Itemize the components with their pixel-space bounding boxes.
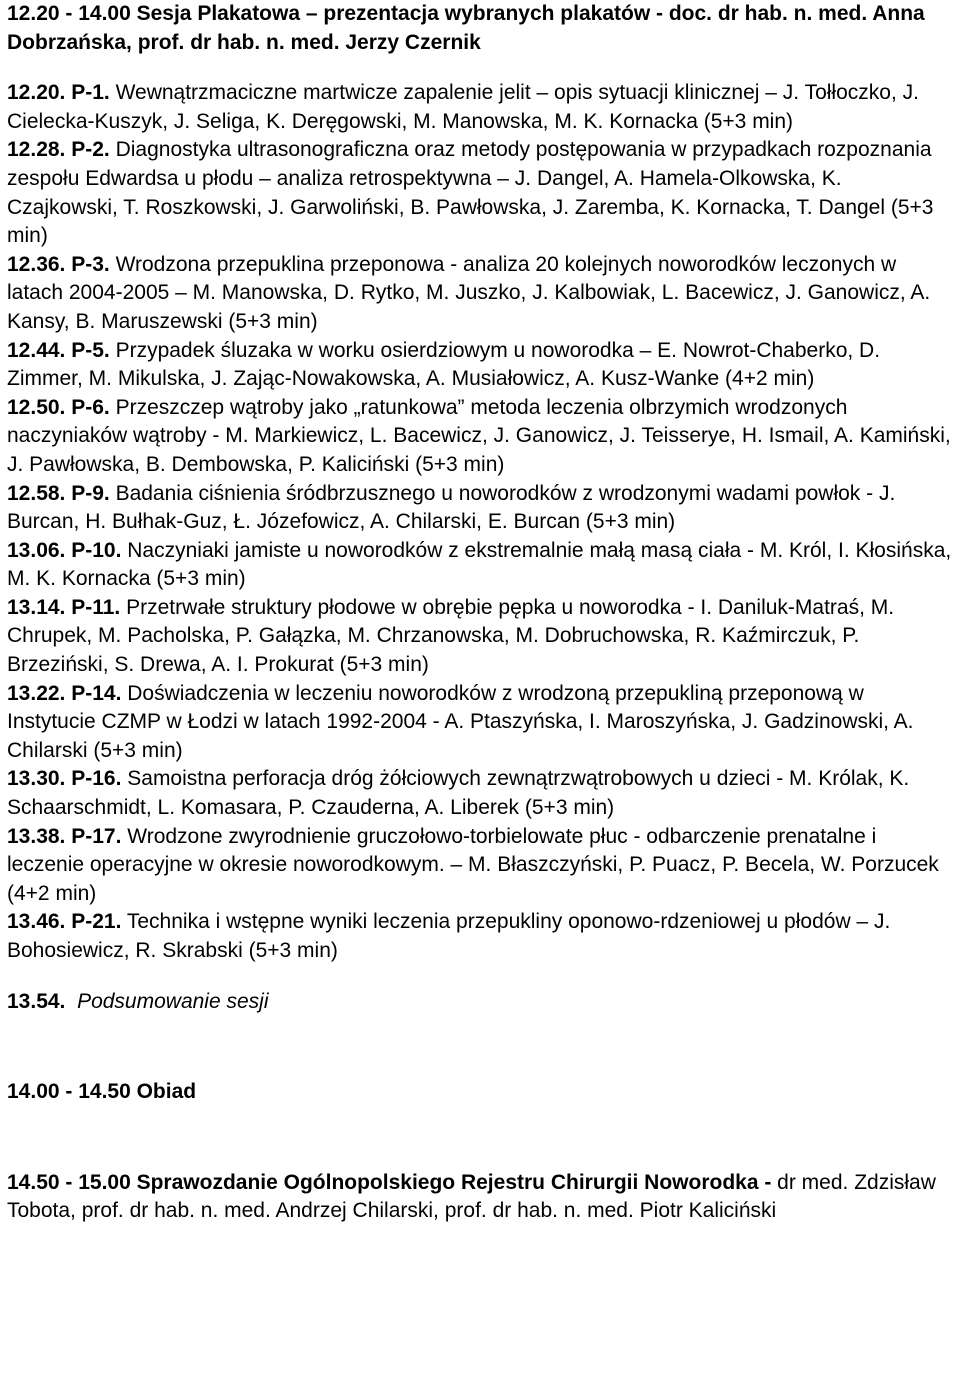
presentation-text: Wrodzone zwyrodnienie gruczołowo-torbielowate płuc - odbarczenie prenatalne i leczenie operacyjne w okresie noworodkowym. – M. Błaszczyński, P. Puacz, P. Becela, W. Porzucek (4+2 min) <box>7 824 939 905</box>
session-header: 12.20 - 14.00 Sesja Plakatowa – prezentacja wybranych plakatów - doc. dr hab. n. med. Anna Dobrzańska, prof. dr hab. n. med. Jerzy Czernik <box>7 2 925 54</box>
presentation-code: 13.38. P-17. <box>7 824 122 848</box>
report-heading: 14.50 - 15.00 Sprawozdanie Ogólnopolskiego Rejestru Chirurgii Noworodka - <box>7 1170 772 1194</box>
presentation-code: 12.50. P-6. <box>7 395 110 419</box>
presentation-text: Samoistna perforacja dróg żółciowych zewnątrzwątrobowych u dzieci - M. Królak, K. Schaarschmidt, L. Komasara, P. Czauderna, A. Liberek (5+3 min) <box>7 767 910 820</box>
presentation-code: 12.44. P-5. <box>7 338 110 362</box>
presentation-text: Doświadczenia w leczeniu noworodków z wrodzoną przepukliną przeponową w Instytucie CZMP w Łodzi w latach 1992-2004 - A. Ptaszyńska, I. Maroszyńska, J. Gadzinowski, A. Chilarski (5+3 min) <box>7 681 914 762</box>
spacer <box>7 1016 953 1078</box>
presentation-text: Przypadek śluzaka w worku osierdziowym u noworodka – E. Nowrot-Chaberko, D. Zimmer, M. Mikulska, J. Zając-Nowakowska, A. Musiałowicz, A. Kusz-Wanke (4+2 min) <box>7 338 881 391</box>
lunch-break: 14.00 - 14.50 Obiad <box>7 1080 197 1104</box>
presentation-text: Przeszczep wątroby jako „ratunkowa” metoda leczenia olbrzymich wrodzonych naczyniaków wątroby - M. Markiewicz, L. Bacewicz, J. Ganowicz, J. Teisserye, H. Ismail, A. Kamiński, J. Pawłowska, B. Dembowska, P. Kaliciński (5+3 min) <box>7 395 951 476</box>
presentation-text: Wrodzona przepuklina przeponowa - analiza 20 kolejnych noworodków leczonych w latach 2004-2005 – M. Manowska, D. Rytko, M. Juszko, J. Kalbowiak, L. Bacewicz, J. Ganowicz, A. Kansy, B. Maruszewski (5+3 min) <box>7 252 931 333</box>
spacer <box>7 57 953 79</box>
session-closing <box>7 988 953 1017</box>
presentation-code: 12.36. P-3. <box>7 252 110 276</box>
presentation-item <box>7 136 953 250</box>
closing-time: 13.54. <box>7 989 66 1013</box>
registry-report <box>7 1169 953 1226</box>
presentation-item <box>7 680 953 766</box>
presentation-text: Przetrwałe struktury płodowe w obrębie pępka u noworodka - I. Daniluk-Matraś, M. Chrupek, M. Pacholska, P. Gałązka, M. Chrzanowska, M. Dobruchowska, R. Kaźmirczuk, P. Brzeziński, S. Drewa, A. I. Prokurat (5+3 min) <box>7 595 895 677</box>
presentation-item <box>7 594 953 680</box>
report-speakers: dr med. Zdzisław Tobota, prof. dr hab. n. med. Andrzej Chilarski, prof. dr hab. n. med. Piotr Kaliciński <box>7 1170 936 1223</box>
presentation-text: Badania ciśnienia śródbrzusznego u noworodków z wrodzonymi wadami powłok - J. Burcan, H. Bułhak-Guz, Ł. Józefowicz, A. Chilarski, E. Burcan (5+3 min) <box>7 481 896 534</box>
presentation-item <box>7 394 953 480</box>
presentation-text: Wewnątrzmaciczne martwicze zapalenie jelit – opis sytuacji klinicznej – J. Tołłoczko, J. Cielecka-Kuszyk, J. Seliga, K. Deręgowski, M. Manowska, M. K. Kornacka (5+3 min) <box>7 81 919 133</box>
presentation-code: 13.22. P-14. <box>7 681 122 705</box>
presentation-item <box>7 908 953 965</box>
presentation-code: 13.14. P-11. <box>7 595 121 619</box>
presentation-code: 13.06. P-10. <box>7 538 122 562</box>
presentation-item <box>7 337 953 394</box>
presentation-code: 12.20. P-1. <box>7 81 110 105</box>
presentation-text: Naczyniaki jamiste u noworodków z ekstremalnie małą masą ciała - M. Król, I. Kłosińska, M. K. Kornacka (5+3 min) <box>7 538 952 591</box>
presentation-code: 12.28. P-2. <box>7 138 110 162</box>
presentation-item <box>7 537 953 594</box>
closing-label: Podsumowanie sesji <box>77 989 269 1013</box>
spacer <box>7 966 953 988</box>
presentation-item <box>7 765 953 822</box>
presentation-code: 13.30. P-16. <box>7 767 122 791</box>
presentation-code: 13.46. P-21. <box>7 910 122 934</box>
program-page <box>7 0 953 1226</box>
presentation-text: Technika i wstępne wyniki leczenia przepukliny oponowo-rdzeniowej u płodów – J. Bohosiewicz, R. Skrabski (5+3 min) <box>7 910 891 962</box>
presentation-item <box>7 251 953 337</box>
presentation-code: 12.58. P-9. <box>7 481 110 505</box>
presentation-item <box>7 79 953 136</box>
spacer <box>7 1107 953 1169</box>
presentation-item <box>7 823 953 909</box>
presentation-item <box>7 480 953 537</box>
presentation-text: Diagnostyka ultrasonograficzna oraz metody postępowania w przypadkach rozpoznania zespołu Edwardsa u płodu – analiza retrospektywna – J. Dangel, A. Hamela-Olkowska, K. Czajkowski, T. Roszkowski, J. Garwoliński, B. Pawłowska, J. Zaremba, K. Kornacka, T. Dangel (5+3 min) <box>7 138 934 248</box>
